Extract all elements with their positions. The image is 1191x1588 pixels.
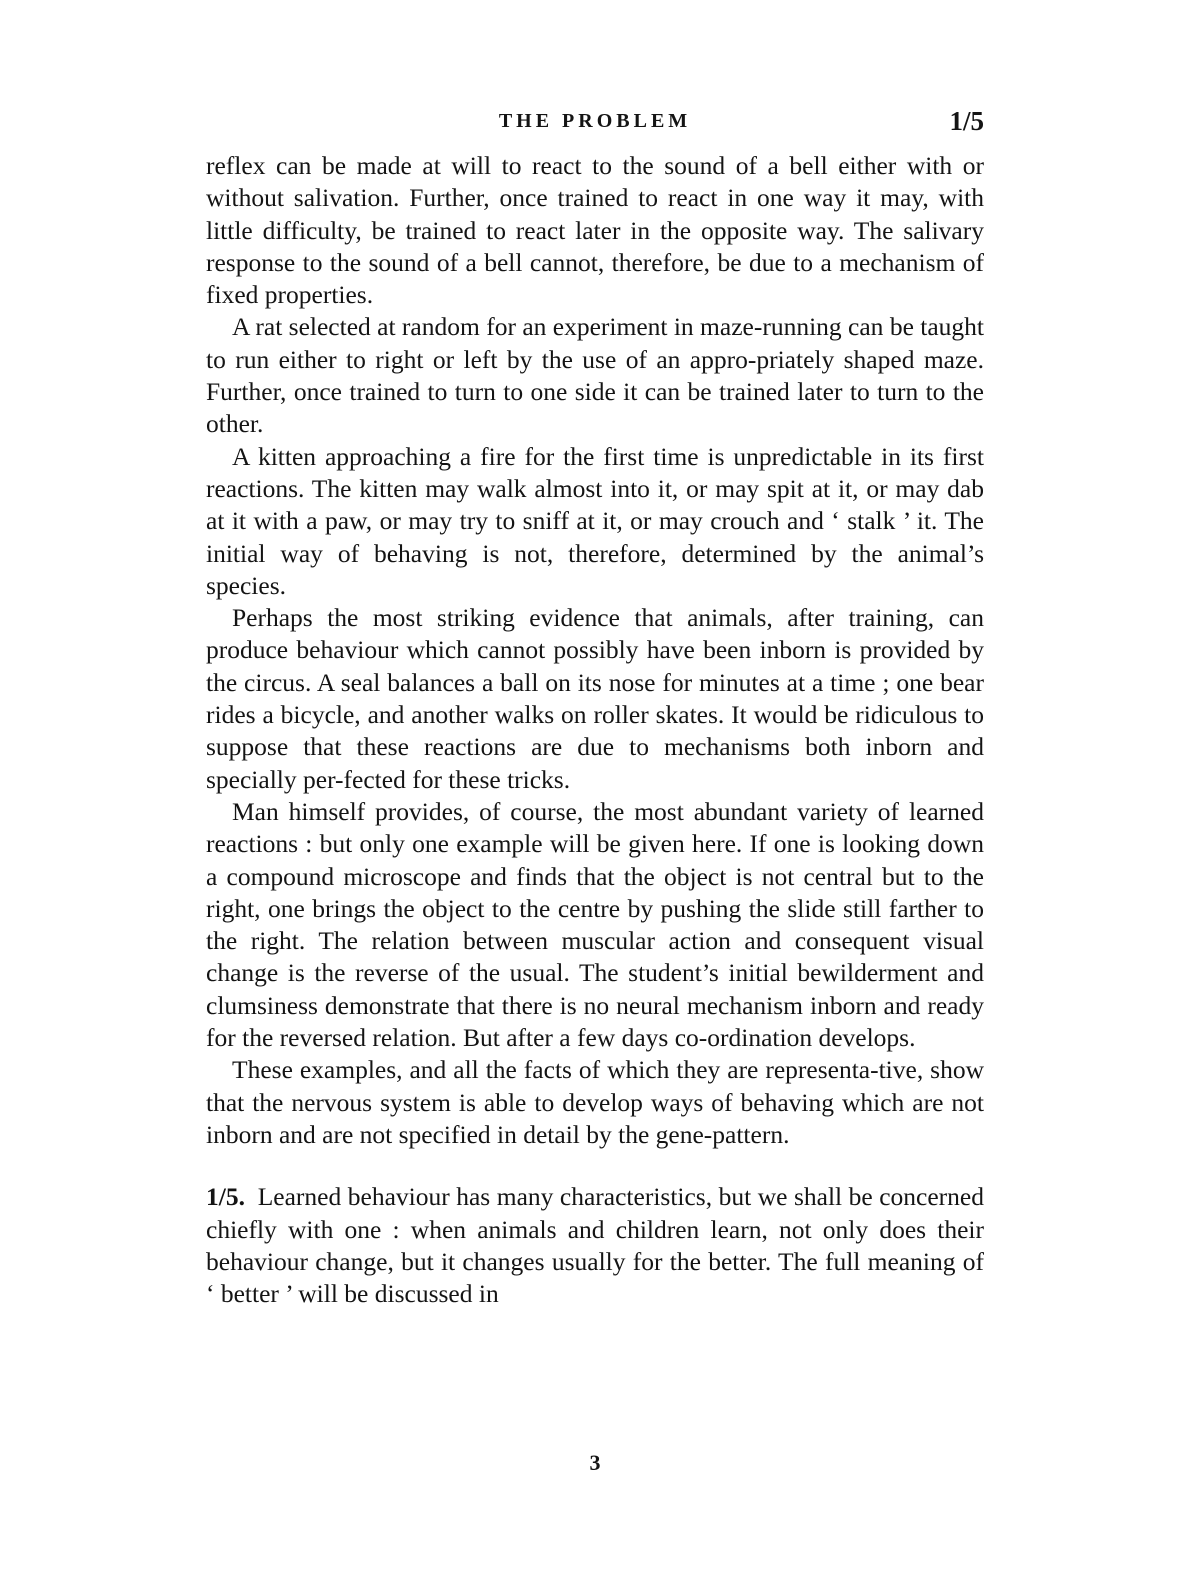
section-reference: 1/5	[949, 106, 984, 136]
paragraph-microscope: Man himself provides, of course, the most abundant variety of learned reactions : but only one example will be given here. If one is looking down a compound microscope and finds that the object is not central but to the right, one brings the object to the centre by pushing the slide still farther to the right. The relation between muscular action and consequent visual change is the reverse of the usual. The student’s initial bewilderment and clumsiness demonstrate that there is no neural mechanism inborn and ready for the reversed relation. But after a few days co-ordination develops.	[206, 796, 984, 1053]
running-title: THE PROBLEM	[498, 110, 692, 132]
body-text	[206, 150, 984, 1310]
running-head	[206, 106, 984, 142]
section-text: Learned behaviour has many characteristics, but we shall be concerned chiefly with one : when animals and children learn, not only does their behaviour change, but it changes usually for the better. The full meaning of ‘ better ’ will be discussed in	[206, 1182, 984, 1309]
page-number: 3	[589, 1450, 601, 1475]
paragraph-rat-maze: A rat selected at random for an experiment in maze-running can be taught to run either to right or left by the use of an appro-priately shaped maze. Further, once trained to turn to one side it can be trained later to turn to the other.	[206, 312, 984, 439]
paragraph-continued: reflex can be made at will to react to the sound of a bell either with or without salivation. Further, once trained to react in one way it may, with little difficulty, be trained to react later in the opposite way. The salivary response to the sound of a bell cannot, therefore, be due to a mechanism of fixed properties.	[206, 151, 984, 310]
paragraph-summary: These examples, and all the facts of which they are representa-tive, show that the nervous system is able to develop ways of behaving which are not inborn and are not specified in detail by the gene-pattern.	[206, 1055, 984, 1149]
paragraph-kitten: A kitten approaching a fire for the first time is unpredictable in its first reactions. The kitten may walk almost into it, or may spit at it, or may dab at it with a paw, or may try to sniff at it, or may crouch and ‘ stalk ’ it. The initial way of behaving is not, therefore, determined by the animal’s species.	[206, 441, 984, 600]
section-paragraph	[206, 1181, 984, 1310]
section-number: 1/5.	[206, 1182, 245, 1212]
paragraph-circus: Perhaps the most striking evidence that animals, after training, can produce behaviour which cannot possibly have been inborn is provided by the circus. A seal balances a ball on its nose for minutes at a time ; one bear rides a bicycle, and another walks on roller skates. It would be ridiculous to suppose that these reactions are due to mechanisms both inborn and specially per-fected for these tricks.	[206, 603, 984, 794]
